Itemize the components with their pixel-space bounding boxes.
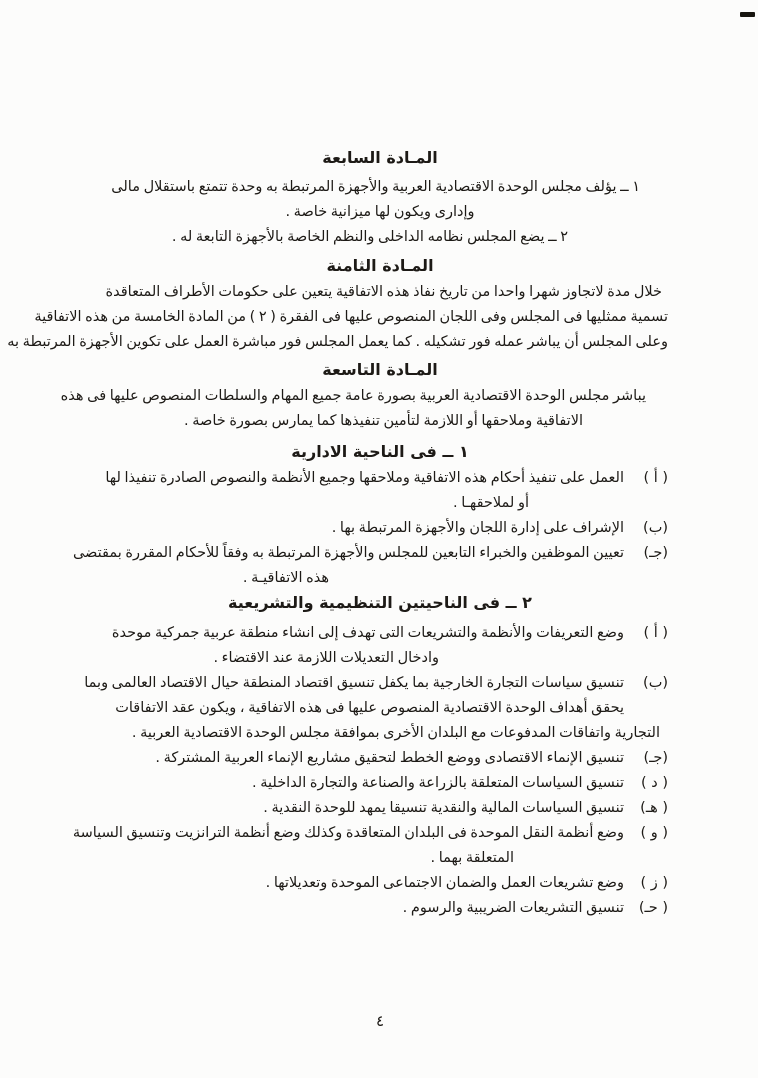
text-line: الإشراف على إدارة اللجان والأجهزة المرتبطة بها . (331, 520, 624, 536)
item-marker: (جـ) (643, 750, 668, 766)
list-item-b (84, 671, 668, 746)
article-eight-paragraph (7, 280, 668, 355)
article-nine-paragraph (60, 384, 668, 434)
item-text (92, 796, 624, 821)
item-marker: (ب) (643, 675, 668, 691)
page-number: ٤ (375, 1012, 385, 1030)
text-line: تنسيق التشريعات الضريبية والرسوم . (402, 900, 624, 916)
text-line: تسمية ممثليها فى المجلس وفى اللجان المنصوص عليها فى الفقرة ( ٢ ) من المادة الخامسة من هذه الاتفاقية (34, 309, 668, 325)
text-line: وادخال التعديلات اللازمة عند الاقتضاء . (213, 650, 439, 666)
item-marker: (جـ) (643, 545, 668, 561)
text-line: تنسيق السياسات المتعلقة بالزراعة والصناعة والتجارة الداخلية . (252, 775, 624, 791)
article-eight-title: المـادة الثامنة (326, 256, 434, 275)
text-line: ١ ــ يؤلف مجلس الوحدة الاقتصادية العربية والأجهزة المرتبطة به وحدة تتمتع باستقلال مالى (111, 179, 640, 195)
list-item-c (92, 746, 668, 771)
text-line: تنسيق الإنماء الاقتصادى ووضع الخطط لتحقيق مشاريع الإنماء العربية المشتركة . (155, 750, 624, 766)
text-line: وضع أنظمة النقل الموحدة فى البلدان المتعاقدة وكذلك وضع أنظمة الترانزيت وتنسيق السياسة (72, 825, 624, 841)
text-line: يحقق أهداف الوحدة الاقتصادية المنصوص عليها فى هذه الاتفاقية ، ويكون عقد الاتفاقات (115, 700, 624, 716)
item-text (84, 671, 660, 746)
item-text (92, 771, 624, 796)
list-item-g (92, 871, 668, 896)
list-item-c (72, 541, 668, 591)
text-line: العمل على تنفيذ أحكام هذه الاتفاقية وملاحقها وجميع الأنظمة والنصوص الصادرة تنفيذا لها (105, 470, 624, 486)
section-legislative-title: ٢ ــ فى الناحيتين التنظيمية والتشريعية (228, 593, 532, 612)
item-text (92, 516, 624, 541)
administrative-items-list (72, 466, 668, 591)
list-item-a (92, 621, 668, 671)
text-line: وإدارى ويكون لها ميزانية خاصة . (285, 204, 475, 220)
list-item-e (92, 796, 668, 821)
legislative-items-list (72, 621, 668, 921)
item-marker: ( ز ) (640, 875, 668, 891)
article-nine-title: المـادة التاسعة (322, 360, 438, 379)
item-text (92, 896, 624, 921)
text-line: الاتفاقية وملاحقها أو اللازمة لتأمين تنفيذها كما يمارس بصورة خاصة . (184, 413, 583, 429)
item-text (92, 871, 624, 896)
item-marker: ( حـ) (638, 900, 668, 916)
item-marker: ( أ ) (643, 470, 668, 486)
text-line: ٢ ــ يضع المجلس نظامه الداخلى والنظم الخاصة بالأجهزة التابعة له . (171, 229, 568, 245)
item-text (92, 746, 624, 771)
item-marker: ( هـ) (640, 800, 668, 816)
text-line: تعيين الموظفين والخبراء التابعين للمجلس والأجهزة المرتبطة به وفقاً للأحكام المقررة بمقتضى (72, 545, 624, 561)
item-text (72, 541, 624, 591)
list-item-f (72, 821, 668, 871)
text-line: خلال مدة لاتجاوز شهرا واحدا من تاريخ نفاذ هذه الاتفاقية يتعين على حكومات الأطراف المتعاقدة (105, 284, 662, 300)
item-text (92, 466, 624, 516)
text-line: تنسيق سياسات التجارة الخارجية بما يكفل تنسيق اقتصاد المنطقة حيال الاقتصاد العالمى وبما (84, 675, 624, 691)
item-text (92, 621, 624, 671)
text-line: التجارية واتفاقات المدفوعات مع البلدان الأخرى بموافقة مجلس الوحدة الاقتصادية العربية . (131, 725, 660, 741)
article-seven-title: المـادة السابعة (322, 148, 438, 167)
text-line: وعلى المجلس أن يباشر عمله فور تشكيله . كما يعمل المجلس فور مباشرة العمل على تكوين الأجهزة المرتبطة به (7, 334, 668, 350)
text-line: وضع التعريفات والأنظمة والتشريعات التى تهدف إلى انشاء منطقة عربية جمركية موحدة (111, 625, 624, 641)
list-item-d (92, 771, 668, 796)
section-administrative-title: ١ ــ فى الناحية الادارية (291, 442, 469, 461)
list-item-h (92, 896, 668, 921)
text-line: أو لملاحقهـا . (453, 495, 529, 511)
text-line: وضع تشريعات العمل والضمان الاجتماعى الموحدة وتعديلاتها . (265, 875, 624, 891)
text-line: يباشر مجلس الوحدة الاقتصادية العربية بصورة عامة جميع المهام والسلطات المنصوص عليها فى هذه (60, 388, 646, 404)
scan-artifact-mark (740, 12, 755, 17)
item-marker: ( أ ) (643, 625, 668, 641)
item-marker: ( د ) (641, 775, 668, 791)
item-text (72, 821, 624, 871)
list-item-a (92, 466, 668, 516)
text-line: تنسيق السياسات المالية والنقدية تنسيقا يمهد للوحدة النقدية . (263, 800, 624, 816)
list-item-b (92, 516, 668, 541)
text-line: هذه الاتفاقيـة . (242, 570, 329, 586)
text-line: المتعلقة بهما . (430, 850, 514, 866)
item-marker: ( و ) (640, 825, 668, 841)
item-marker: (ب) (643, 520, 668, 536)
article-seven-paragraph (92, 175, 668, 250)
